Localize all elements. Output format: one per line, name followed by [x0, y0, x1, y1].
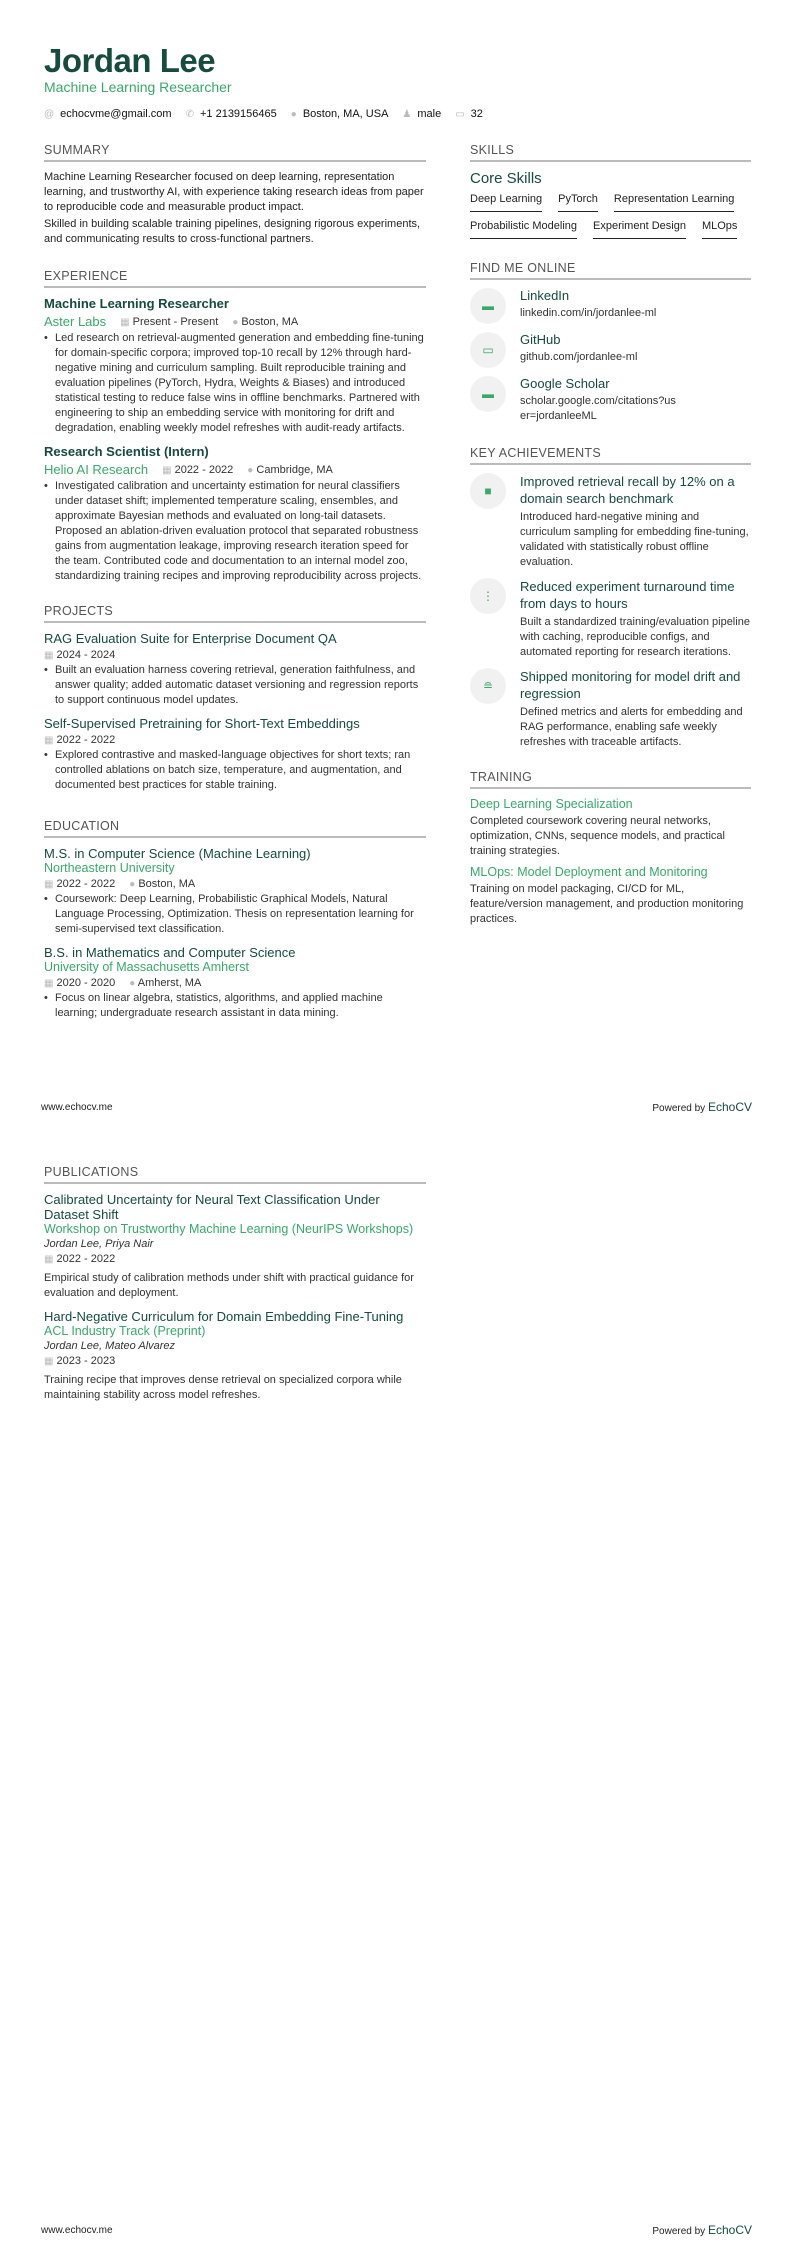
location-icon: ●	[129, 978, 136, 989]
skills-section	[470, 143, 751, 239]
training-title: Deep Learning Specialization	[470, 797, 633, 811]
brand-logo: EchoCV	[707, 2223, 752, 2237]
link-name: GitHub	[520, 332, 561, 347]
project-title: RAG Evaluation Suite for Enterprise Document QA	[44, 631, 337, 646]
summary-text: Skilled in building scalable training pipelines, designing rigorous experiments, and communicating results to cross-functional partners.	[44, 218, 421, 245]
skill-tag: Representation Learning	[614, 191, 734, 212]
right-column	[470, 143, 751, 927]
section-heading: TRAINING	[470, 770, 751, 789]
link-url[interactable]: github.com/jordanlee-ml	[520, 351, 638, 363]
github-icon: ▭	[470, 332, 506, 368]
online-link[interactable]	[470, 332, 751, 368]
project-title: Self-Supervised Pretraining for Short-Text Embeddings	[44, 716, 360, 731]
link-url[interactable]: linkedin.com/in/jordanlee-ml	[520, 307, 657, 319]
powered-label: Powered by	[652, 1103, 706, 1114]
footer-site[interactable]: www.echocv.me	[41, 1102, 113, 1113]
dates: 2020 - 2020	[56, 977, 116, 989]
section-heading: EDUCATION	[44, 819, 426, 838]
dates: 2022 - 2022	[174, 463, 234, 476]
summary-text: Machine Learning Researcher focused on deep learning, representation learning, and trustworthy AI, with experience taking research ideas from paper to reproducible code and measurable product impact.	[44, 171, 424, 213]
skill-tag: Probabilistic Modeling	[470, 218, 577, 239]
calendar-icon: ▭	[455, 108, 465, 120]
link-url[interactable]: scholar.google.com/citations?user=jordanleeML	[520, 395, 676, 422]
bullet: • Investigated calibration and uncertainty estimation for neural classifiers under dataset shift; implemented temperature scaling, ensembles, and approximate Bayesian methods and evaluated on long-tail datasets. Proposed an ablation-driven evaluation protocol that separated robustness gains from augmentation leakage, improving research iteration speed for the team. Contributed code and documentation to an internal model zoo, standardizing training recipes and improving reproducibility across projects.	[44, 479, 426, 584]
footer-site[interactable]: www.echocv.me	[41, 2225, 113, 2236]
achievement-item	[470, 473, 751, 570]
candidate-name: Jordan Lee	[44, 42, 216, 79]
skill-tag: MLOps	[702, 218, 737, 239]
location: Boston, MA	[241, 315, 299, 328]
dates: 2022 - 2022	[56, 1253, 116, 1265]
company: Helio AI Research	[44, 462, 149, 477]
online-link[interactable]	[470, 288, 751, 324]
brand-logo: EchoCV	[707, 1100, 752, 1114]
bullet: • Explored contrastive and masked-language objectives for short texts; ran controlled ablations on batch size, temperature, and augmentation, and documented best practices for stable training.	[44, 748, 426, 793]
phone[interactable]: +1 2139156465	[199, 108, 277, 120]
section-heading: SUMMARY	[44, 143, 426, 162]
skill-tag: PyTorch	[558, 191, 598, 212]
section-heading: EXPERIENCE	[44, 269, 426, 288]
location-icon: ●	[232, 316, 239, 328]
footer-powered	[652, 2223, 752, 2237]
school: Northeastern University	[44, 861, 175, 875]
job-title: Machine Learning Researcher	[44, 296, 229, 311]
summary-section	[44, 143, 426, 247]
link-name: Google Scholar	[520, 376, 610, 391]
school: University of Massachusetts Amherst	[44, 960, 249, 974]
achievement-item	[470, 668, 751, 750]
location-icon: ●	[129, 879, 136, 890]
calendar-icon: ▦	[44, 1254, 54, 1265]
publication-venue: Workshop on Trustworthy Machine Learning (NeurIPS Workshops)	[44, 1222, 414, 1236]
company: Aster Labs	[44, 314, 107, 329]
publication-title: Calibrated Uncertainty for Neural Text Classification Under Dataset Shift	[44, 1192, 380, 1222]
location: Boston, MA, USA	[302, 108, 389, 120]
achievement-desc: Defined metrics and alerts for embedding and RAG performance, enabling safe weekly refreshes with traceable artifacts.	[520, 706, 743, 748]
skill-tag: Deep Learning	[470, 191, 542, 212]
cake-icon: ≘	[470, 668, 506, 704]
training-desc: Training on model packaging, CI/CD for ML, feature/version management, and production monitoring practices.	[470, 883, 744, 925]
location-icon: ●	[247, 464, 254, 476]
online-section	[470, 261, 751, 424]
location: Amherst, MA	[137, 977, 202, 989]
at-icon: @	[44, 108, 55, 120]
section-heading: KEY ACHIEVEMENTS	[470, 446, 751, 465]
section-heading: PROJECTS	[44, 604, 426, 623]
calendar-icon: ▦	[44, 650, 54, 661]
calendar-icon: ▦	[44, 735, 54, 746]
gender: male	[417, 108, 442, 120]
experience-item	[44, 296, 426, 436]
powered-label: Powered by	[652, 2226, 706, 2237]
degree: M.S. in Computer Science (Machine Learning)	[44, 846, 311, 861]
skill-tag: Experiment Design	[593, 218, 686, 239]
dates: 2023 - 2023	[56, 1355, 116, 1367]
bullet: • Focus on linear algebra, statistics, algorithms, and applied machine learning; undergraduate research assistant in data mining.	[44, 991, 426, 1021]
training-desc: Completed coursework covering neural networks, optimization, CNNs, sequence models, and practical training strategies.	[470, 815, 725, 857]
achievement-title: Shipped monitoring for model drift and regression	[520, 669, 741, 701]
phone-icon: ✆	[185, 108, 194, 120]
calendar-icon: ▦	[44, 1356, 54, 1367]
link-name: LinkedIn	[520, 288, 570, 303]
achievement-item	[470, 578, 751, 660]
bullet: • Coursework: Deep Learning, Probabilistic Graphical Models, Natural Language Processing, Optimization. Thesis on representation learning for semi-supervised text classification.	[44, 892, 426, 937]
location: Boston, MA	[138, 878, 196, 890]
person-icon: ♟	[402, 108, 412, 120]
publications-section	[44, 1165, 426, 1403]
calendar-icon: ▦	[44, 879, 54, 890]
calendar-icon: ▦	[120, 316, 130, 328]
publication-desc: Training recipe that improves dense retrieval on specialized corpora while maintaining stability across model refreshes.	[44, 1374, 402, 1401]
publication-authors: Jordan Lee, Priya Nair	[44, 1238, 154, 1250]
publication-desc: Empirical study of calibration methods under shift with practical guidance for evaluation and deployment.	[44, 1272, 414, 1299]
degree: B.S. in Mathematics and Computer Science	[44, 945, 296, 960]
dates: 2024 - 2024	[56, 649, 116, 661]
bullet: • Built an evaluation harness covering retrieval, generation faithfulness, and answer quality; added automatic dataset versioning and regression reports to support continuous model updates.	[44, 663, 426, 708]
age: 32	[470, 108, 483, 120]
dots-icon: ⋮	[470, 578, 506, 614]
scholar-icon: ▬	[470, 376, 506, 412]
job-title: Research Scientist (Intern)	[44, 444, 209, 459]
candidate-role: Machine Learning Researcher	[44, 79, 232, 95]
training-title: MLOps: Model Deployment and Monitoring	[470, 865, 708, 879]
calendar-icon: ▦	[162, 464, 172, 476]
publication-authors: Jordan Lee, Mateo Alvarez	[44, 1340, 176, 1352]
page-2	[0, 1123, 794, 2246]
left-column	[44, 143, 426, 1021]
experience-section	[44, 269, 426, 584]
achievement-title: Reduced experiment turnaround time from days to hours	[520, 579, 735, 611]
footer-powered	[652, 1100, 752, 1114]
calendar-icon: ▦	[44, 978, 54, 989]
dates: Present - Present	[132, 315, 219, 328]
training-section	[470, 770, 751, 927]
publication-title: Hard-Negative Curriculum for Domain Embedding Fine-Tuning	[44, 1309, 404, 1324]
email[interactable]: echocvme@gmail.com	[60, 108, 172, 120]
clipboard-icon: ■	[470, 473, 506, 509]
linkedin-icon: ▬	[470, 288, 506, 324]
achievement-desc: Built a standardized training/evaluation pipeline with caching, reproducible configs, and automated reporting for research iterations.	[520, 616, 750, 658]
online-link[interactable]	[470, 376, 751, 424]
achievement-desc: Introduced hard-negative mining and curriculum sampling for embedding fine-tuning, validated with statistically robust offline evaluation.	[520, 511, 749, 568]
achievements-section	[470, 446, 751, 750]
contact-bar	[44, 108, 483, 120]
bullet: • Led research on retrieval-augmented generation and embedding fine-tuning for domain-specific corpora; improved top-10 recall by 12% through hard-negative mining and curriculum sampling. Built reproducible training and evaluation pipelines (PyTorch, Hydra, Weights & Biases) and introduced statistical testing to reduce false wins in offline benchmarks. Partnered with engineering to ship an embedding service with monitoring for drift and degradation, enabling weekly model refreshes with audit-ready artifacts.	[44, 331, 426, 436]
section-heading: PUBLICATIONS	[44, 1165, 426, 1184]
dates: 2022 - 2022	[56, 734, 116, 746]
dates: 2022 - 2022	[56, 878, 116, 890]
location: Cambridge, MA	[256, 463, 333, 476]
section-heading: SKILLS	[470, 143, 751, 162]
section-heading: FIND ME ONLINE	[470, 261, 751, 280]
publication-venue: ACL Industry Track (Preprint)	[44, 1324, 206, 1338]
education-section	[44, 819, 426, 1021]
location-icon: ●	[290, 108, 297, 120]
achievement-title: Improved retrieval recall by 12% on a domain search benchmark	[520, 474, 735, 506]
skill-group-title: Core Skills	[470, 170, 542, 187]
experience-item	[44, 444, 426, 584]
projects-section	[44, 604, 426, 793]
